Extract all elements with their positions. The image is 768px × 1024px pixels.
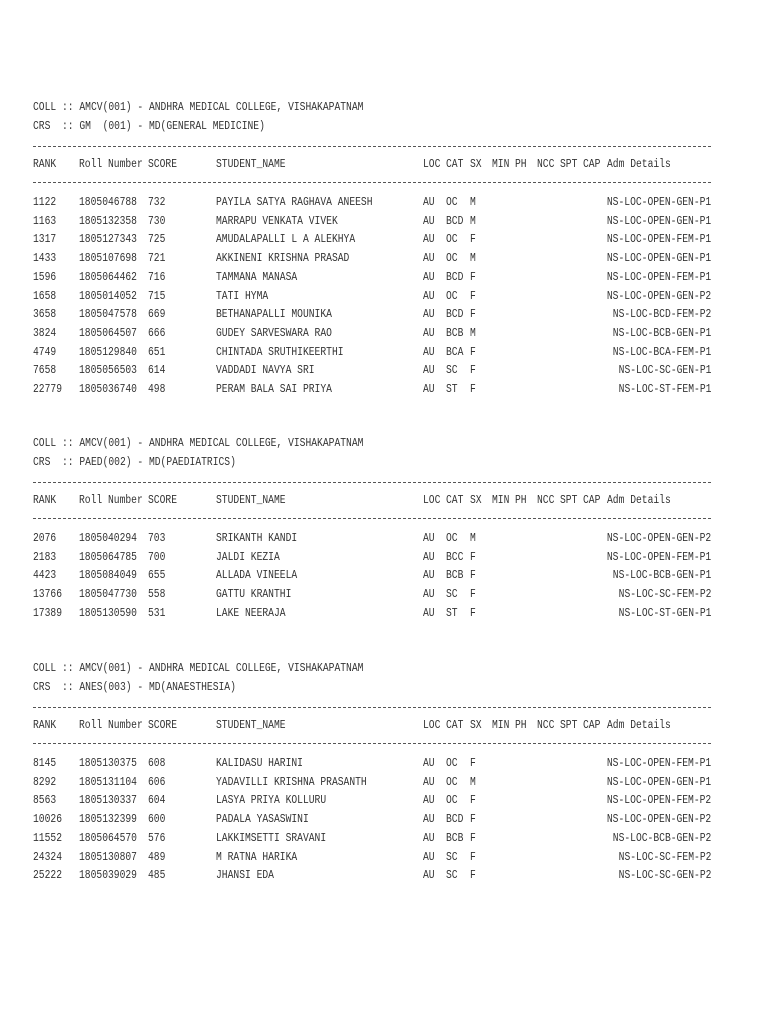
cell-sx: F [470,831,476,845]
header-min: MIN [492,494,510,507]
cell-cat: ST [446,383,458,396]
header-sx: SX [470,158,482,171]
table-row [33,195,711,211]
cell-name: JALDI KEZIA [216,550,280,564]
cell-sx: M [470,775,476,789]
cell-loc: AU [423,831,435,845]
cell-roll: 1805036740 [79,383,137,396]
cell-rank: 7658 [33,364,57,378]
cell-roll: 1805064507 [79,326,137,340]
course-line: CRS :: PAED(002) - MD(PAEDIATRICS) [33,456,236,469]
cell-name: KALIDASU HARINI [216,757,303,770]
cell-adm: NS-LOC-ST-FEM-P1 [618,383,711,396]
cell-score: 614 [148,364,166,378]
cell-rank: 1658 [33,289,57,303]
table-row [33,270,711,286]
cell-adm: NS-LOC-OPEN-GEN-P1 [606,775,711,789]
cell-score: 606 [148,775,166,789]
cell-score: 498 [148,383,166,396]
table-row [33,775,711,791]
header-ph: PH [515,494,527,507]
cell-sx: F [470,569,476,583]
cell-cat: OC [446,252,458,266]
cell-rank: 8292 [33,775,57,789]
cell-cat: BCD [446,308,464,322]
cell-rank: 11552 [33,831,62,845]
cell-roll: 1805084049 [79,569,137,583]
table-header [33,493,711,509]
cell-adm: NS-LOC-BCD-FEM-P2 [612,308,711,322]
cell-loc: AU [423,214,435,228]
cell-rank: 1317 [33,233,57,247]
divider [33,146,711,147]
table-row [33,531,711,547]
cell-cat: BCB [446,569,464,583]
cell-rank: 24324 [33,850,62,864]
cell-adm: NS-LOC-OPEN-FEM-P1 [606,270,711,284]
header-roll: Roll Number [79,719,143,732]
cell-roll: 1805132399 [79,813,137,827]
cell-sx: M [470,252,476,266]
cell-loc: AU [423,588,435,602]
cell-cat: SC [446,869,458,883]
header-sx: SX [470,719,482,732]
table-header [33,718,711,734]
cell-sx: F [470,606,476,620]
table-row [33,868,711,884]
cell-score: 608 [148,757,166,770]
cell-loc: AU [423,794,435,808]
cell-roll: 1805131104 [79,775,137,789]
cell-cat: BCD [446,270,464,284]
cell-name: GATTU KRANTHI [216,588,292,602]
header-ncc: NCC [537,719,555,732]
cell-adm: NS-LOC-OPEN-FEM-P1 [606,550,711,564]
cell-loc: AU [423,813,435,827]
cell-adm: NS-LOC-OPEN-GEN-P2 [606,289,711,303]
table-header [33,157,711,173]
cell-sx: M [470,196,476,209]
cell-loc: AU [423,196,435,209]
cell-loc: AU [423,757,435,770]
cell-cat: SC [446,364,458,378]
header-spt: SPT [560,158,578,171]
cell-sx: F [470,270,476,284]
table-row [33,363,711,379]
divider [33,518,711,519]
cell-sx: F [470,383,476,396]
cell-rank: 2183 [33,550,57,564]
cell-sx: F [470,794,476,808]
cell-roll: 1805046788 [79,196,137,209]
header-min: MIN [492,719,510,732]
header-rank: RANK [33,158,57,171]
cell-name: LAKE NEERAJA [216,606,286,620]
cell-name: CHINTADA SRUTHIKEERTHI [216,345,344,359]
cell-sx: F [470,588,476,602]
cell-sx: F [470,345,476,359]
header-rank: RANK [33,719,57,732]
cell-cat: OC [446,196,458,209]
header-name: STUDENT_NAME [216,158,286,171]
cell-cat: OC [446,289,458,303]
cell-rank: 2076 [33,532,57,545]
cell-name: TATI HYMA [216,289,269,303]
cell-loc: AU [423,775,435,789]
header-score: SCORE [148,494,177,507]
cell-cat: OC [446,757,458,770]
cell-roll: 1805064570 [79,831,137,845]
cell-roll: 1805132358 [79,214,137,228]
cell-name: TAMMANA MANASA [216,270,298,284]
cell-rank: 4749 [33,345,57,359]
cell-name: MARRAPU VENKATA VIVEK [216,214,338,228]
cell-score: 730 [148,214,166,228]
table-row [33,831,711,847]
cell-sx: F [470,364,476,378]
header-spt: SPT [560,494,578,507]
cell-roll: 1805064785 [79,550,137,564]
cell-adm: NS-LOC-SC-GEN-P2 [618,869,711,883]
cell-name: BETHANAPALLI MOUNIKA [216,308,332,322]
cell-roll: 1805130590 [79,606,137,620]
table-row [33,289,711,305]
header-roll: Roll Number [79,158,143,171]
header-score: SCORE [148,158,177,171]
cell-loc: AU [423,869,435,883]
course-section [33,100,711,414]
college-line: COLL :: AMCV(001) - ANDHRA MEDICAL COLLEGE, VISHAKAPATNAM [33,437,364,450]
cell-rank: 1596 [33,270,57,284]
cell-sx: F [470,289,476,303]
cell-score: 715 [148,289,166,303]
cell-roll: 1805064462 [79,270,137,284]
cell-rank: 4423 [33,569,57,583]
table-row [33,587,711,603]
header-adm: Adm Details [607,158,671,171]
cell-cat: BCD [446,214,464,228]
table-row [33,382,711,398]
cell-score: 703 [148,532,166,545]
header-score: SCORE [148,719,177,732]
cell-name: VADDADI NAVYA SRI [216,364,315,378]
cell-loc: AU [423,364,435,378]
cell-roll: 1805130807 [79,850,137,864]
cell-rank: 3658 [33,308,57,322]
cell-rank: 10026 [33,813,62,827]
cell-cat: BCC [446,550,464,564]
header-cap: CAP [583,494,601,507]
cell-adm: NS-LOC-OPEN-GEN-P2 [606,532,711,545]
cell-name: PERAM BALA SAI PRIYA [216,383,332,396]
cell-score: 651 [148,345,166,359]
cell-name: ALLADA VINEELA [216,569,298,583]
divider [33,707,711,708]
header-ph: PH [515,719,527,732]
cell-roll: 1805127343 [79,233,137,247]
cell-sx: F [470,850,476,864]
cell-cat: BCB [446,831,464,845]
cell-score: 716 [148,270,166,284]
cell-name: SRIKANTH KANDI [216,532,298,545]
header-cat: CAT [446,494,464,507]
cell-roll: 1805014052 [79,289,137,303]
cell-rank: 25222 [33,869,62,883]
table-row [33,550,711,566]
header-rank: RANK [33,494,57,507]
cell-adm: NS-LOC-OPEN-GEN-P1 [606,196,711,209]
cell-loc: AU [423,345,435,359]
cell-name: PADALA YASASWINI [216,813,309,827]
course-section [33,436,711,638]
cell-adm: NS-LOC-OPEN-GEN-P1 [606,252,711,266]
cell-adm: NS-LOC-BCB-GEN-P2 [612,831,711,845]
cell-cat: OC [446,233,458,247]
table-row [33,793,711,809]
cell-adm: NS-LOC-OPEN-GEN-P2 [606,813,711,827]
header-name: STUDENT_NAME [216,719,286,732]
table-row [33,307,711,323]
cell-adm: NS-LOC-BCB-GEN-P1 [612,326,711,340]
cell-cat: OC [446,532,458,545]
header-sx: SX [470,494,482,507]
cell-loc: AU [423,850,435,864]
cell-cat: OC [446,775,458,789]
table-row [33,326,711,342]
cell-adm: NS-LOC-SC-GEN-P1 [618,364,711,378]
header-cat: CAT [446,719,464,732]
table-row [33,251,711,267]
header-cap: CAP [583,158,601,171]
cell-loc: AU [423,326,435,340]
table-row [33,214,711,230]
cell-loc: AU [423,270,435,284]
cell-roll: 1805047578 [79,308,137,322]
table-row [33,756,711,772]
cell-rank: 13766 [33,588,62,602]
cell-rank: 8563 [33,794,57,808]
cell-adm: NS-LOC-SC-FEM-P2 [618,850,711,864]
cell-name: GUDEY SARVESWARA RAO [216,326,332,340]
cell-sx: F [470,757,476,770]
cell-rank: 1163 [33,214,57,228]
header-loc: LOC [423,719,441,732]
cell-cat: OC [446,794,458,808]
cell-score: 531 [148,606,166,620]
cell-roll: 1805130337 [79,794,137,808]
cell-name: JHANSI EDA [216,869,274,883]
cell-adm: NS-LOC-OPEN-FEM-P1 [606,757,711,770]
cell-adm: NS-LOC-OPEN-FEM-P2 [606,794,711,808]
cell-adm: NS-LOC-ST-GEN-P1 [618,606,711,620]
cell-cat: SC [446,850,458,864]
cell-roll: 1805130375 [79,757,137,770]
cell-score: 669 [148,308,166,322]
header-spt: SPT [560,719,578,732]
cell-cat: BCA [446,345,464,359]
college-line: COLL :: AMCV(001) - ANDHRA MEDICAL COLLEGE, VISHAKAPATNAM [33,662,364,675]
cell-score: 576 [148,831,166,845]
cell-cat: ST [446,606,458,620]
header-roll: Roll Number [79,494,143,507]
college-line: COLL :: AMCV(001) - ANDHRA MEDICAL COLLEGE, VISHAKAPATNAM [33,101,364,114]
cell-sx: F [470,550,476,564]
header-name: STUDENT_NAME [216,494,286,507]
cell-loc: AU [423,308,435,322]
cell-score: 600 [148,813,166,827]
cell-score: 700 [148,550,166,564]
cell-name: AKKINENI KRISHNA PRASAD [216,252,350,266]
cell-name: YADAVILLI KRISHNA PRASANTH [216,775,367,789]
cell-score: 732 [148,196,166,209]
cell-loc: AU [423,606,435,620]
table-row [33,850,711,866]
cell-loc: AU [423,532,435,545]
cell-roll: 1805129840 [79,345,137,359]
divider [33,743,711,744]
cell-score: 725 [148,233,166,247]
course-section [33,661,711,900]
divider [33,182,711,183]
course-line: CRS :: GM (001) - MD(GENERAL MEDICINE) [33,120,265,133]
cell-score: 655 [148,569,166,583]
cell-loc: AU [423,289,435,303]
cell-rank: 1433 [33,252,57,266]
table-row [33,345,711,361]
cell-roll: 1805107698 [79,252,137,266]
cell-name: LAKKIMSETTI SRAVANI [216,831,327,845]
course-line: CRS :: ANES(003) - MD(ANAESTHESIA) [33,681,236,694]
header-adm: Adm Details [607,494,671,507]
cell-roll: 1805047730 [79,588,137,602]
header-ncc: NCC [537,494,555,507]
cell-name: AMUDALAPALLI L A ALEKHYA [216,233,356,247]
header-loc: LOC [423,494,441,507]
header-min: MIN [492,158,510,171]
cell-roll: 1805056503 [79,364,137,378]
cell-cat: BCD [446,813,464,827]
cell-rank: 3824 [33,326,57,340]
cell-score: 489 [148,850,166,864]
cell-sx: M [470,326,476,340]
cell-sx: M [470,214,476,228]
cell-loc: AU [423,569,435,583]
cell-sx: F [470,308,476,322]
header-cat: CAT [446,158,464,171]
cell-adm: NS-LOC-OPEN-GEN-P1 [606,214,711,228]
cell-loc: AU [423,383,435,396]
cell-sx: F [470,813,476,827]
cell-roll: 1805040294 [79,532,137,545]
divider [33,482,711,483]
cell-cat: BCB [446,326,464,340]
table-row [33,812,711,828]
table-row [33,232,711,248]
cell-adm: NS-LOC-OPEN-FEM-P1 [606,233,711,247]
cell-loc: AU [423,252,435,266]
cell-adm: NS-LOC-SC-FEM-P2 [618,588,711,602]
cell-score: 666 [148,326,166,340]
cell-rank: 22779 [33,383,62,396]
cell-score: 604 [148,794,166,808]
cell-loc: AU [423,550,435,564]
cell-rank: 17389 [33,606,62,620]
table-row [33,568,711,584]
cell-rank: 1122 [33,196,57,209]
cell-name: LASYA PRIYA KOLLURU [216,794,327,808]
cell-roll: 1805039029 [79,869,137,883]
cell-loc: AU [423,233,435,247]
cell-score: 485 [148,869,166,883]
cell-sx: F [470,233,476,247]
header-adm: Adm Details [607,719,671,732]
table-row [33,606,711,622]
header-ph: PH [515,158,527,171]
cell-name: PAYILA SATYA RAGHAVA ANEESH [216,196,373,209]
cell-adm: NS-LOC-BCA-FEM-P1 [612,345,711,359]
header-ncc: NCC [537,158,555,171]
cell-score: 558 [148,588,166,602]
cell-rank: 8145 [33,757,57,770]
header-cap: CAP [583,719,601,732]
cell-sx: M [470,532,476,545]
header-loc: LOC [423,158,441,171]
cell-name: M RATNA HARIKA [216,850,298,864]
cell-score: 721 [148,252,166,266]
cell-adm: NS-LOC-BCB-GEN-P1 [612,569,711,583]
cell-cat: SC [446,588,458,602]
cell-sx: F [470,869,476,883]
